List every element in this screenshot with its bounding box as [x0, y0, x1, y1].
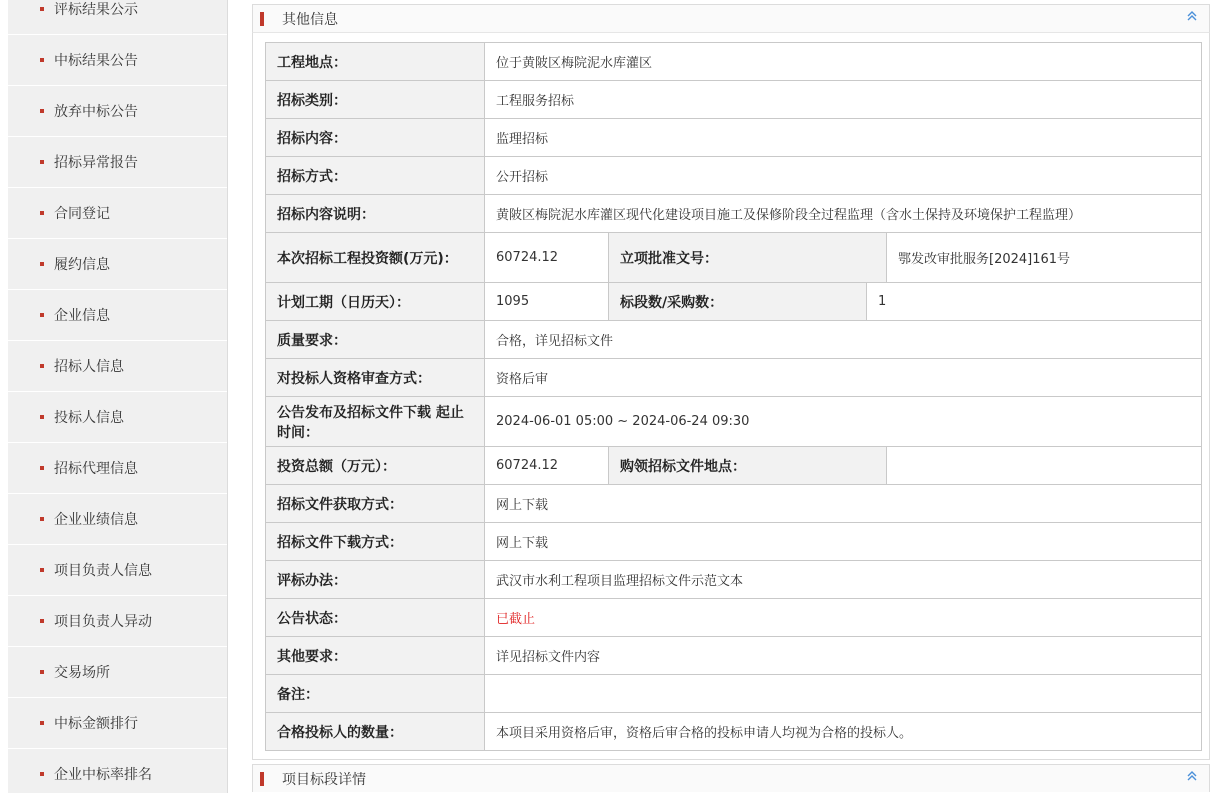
table-row [266, 561, 1202, 599]
field-value: 位于黄陂区梅院泥水库灌区 [485, 43, 1202, 81]
table-row [266, 675, 1202, 713]
sidebar-item-label: 履约信息 [54, 257, 110, 273]
field-value: 2024-06-01 05:00 ~ 2024-06-24 09:30 [485, 397, 1202, 447]
field-label: 招标文件获取方式： [266, 485, 485, 523]
bullet-icon [40, 619, 44, 623]
field-label: 标段数/采购数： [609, 283, 867, 321]
bullet-icon [40, 517, 44, 521]
field-value: 60724.12 [485, 447, 609, 485]
table-row [266, 233, 1202, 283]
table-row [266, 43, 1202, 81]
table-row [266, 359, 1202, 397]
table-row [266, 523, 1202, 561]
field-value: 网上下载 [485, 523, 1202, 561]
segment-details-panel [252, 764, 1210, 792]
sidebar-item-company-achievements[interactable] [8, 494, 227, 545]
status-value: 已截止 [485, 599, 1202, 637]
sidebar-item-bidder-info[interactable] [8, 392, 227, 443]
sidebar-item-label: 企业业绩信息 [54, 512, 138, 528]
other-info-header [252, 4, 1210, 32]
sidebar-item-bid-evaluation-publicity[interactable] [8, 0, 227, 35]
sidebar-item-label: 项目负责人信息 [54, 563, 152, 579]
field-value: 60724.12 [485, 233, 609, 283]
field-value: 工程服务招标 [485, 81, 1202, 119]
field-value: 鄂发改审批服务[2024]161号 [887, 233, 1202, 283]
sidebar-item-label: 企业中标率排名 [54, 767, 152, 783]
bullet-icon [40, 772, 44, 776]
sidebar-item-award-rate-ranking[interactable] [8, 749, 227, 793]
field-label: 合格投标人的数量： [266, 713, 485, 751]
sidebar-item-contract-registration[interactable] [8, 188, 227, 239]
field-value: 资格后审 [485, 359, 1202, 397]
bullet-icon [40, 568, 44, 572]
table-row [266, 485, 1202, 523]
field-value: 武汉市水利工程项目监理招标文件示范文本 [485, 561, 1202, 599]
field-value: 合格，详见招标文件 [485, 321, 1202, 359]
field-label: 招标类别： [266, 81, 485, 119]
bullet-icon [40, 466, 44, 470]
sidebar-item-label: 中标金额排行 [54, 716, 138, 732]
section-marker [260, 772, 264, 786]
bullet-icon [40, 670, 44, 674]
field-value: 详见招标文件内容 [485, 637, 1202, 675]
field-label: 评标办法： [266, 561, 485, 599]
bullet-icon [40, 211, 44, 215]
sidebar-item-company-info[interactable] [8, 290, 227, 341]
other-info-body [252, 32, 1210, 760]
info-table [265, 42, 1202, 751]
field-label: 购领招标文件地点： [609, 447, 887, 485]
table-row [266, 283, 1202, 321]
sidebar-item-performance-info[interactable] [8, 239, 227, 290]
field-label: 招标文件下载方式： [266, 523, 485, 561]
sidebar-item-label: 招标代理信息 [54, 461, 138, 477]
bullet-icon [40, 7, 44, 11]
sidebar-item-project-leader-info[interactable] [8, 545, 227, 596]
field-value [887, 447, 1202, 485]
field-value: 1095 [485, 283, 609, 321]
double-chevron-up-icon[interactable] [1185, 11, 1199, 25]
sidebar-item-project-leader-change[interactable] [8, 596, 227, 647]
field-value: 公开招标 [485, 157, 1202, 195]
sidebar-item-agency-info[interactable] [8, 443, 227, 494]
sidebar-item-trading-venue[interactable] [8, 647, 227, 698]
bullet-icon [40, 109, 44, 113]
table-row [266, 397, 1202, 447]
sidebar-item-label: 合同登记 [54, 206, 110, 222]
sidebar-item-tenderer-info[interactable] [8, 341, 227, 392]
field-value: 网上下载 [485, 485, 1202, 523]
field-value: 监理招标 [485, 119, 1202, 157]
sidebar-item-label: 交易场所 [54, 665, 110, 681]
table-row [266, 599, 1202, 637]
bullet-icon [40, 721, 44, 725]
field-label: 工程地点： [266, 43, 485, 81]
section-title: 其他信息 [282, 11, 338, 28]
sidebar-item-label: 招标异常报告 [54, 155, 138, 171]
table-row [266, 447, 1202, 485]
sidebar-item-label: 企业信息 [54, 308, 110, 324]
field-value: 1 [867, 283, 1202, 321]
section-title: 项目标段详情 [282, 771, 366, 788]
field-value: 黄陂区梅院泥水库灌区现代化建设项目施工及保修阶段全过程监理（含水土保持及环境保护工程监理） [485, 195, 1202, 233]
table-row [266, 713, 1202, 751]
field-label: 质量要求： [266, 321, 485, 359]
sidebar-nav [8, 0, 228, 793]
field-label: 其他要求： [266, 637, 485, 675]
bullet-icon [40, 58, 44, 62]
bullet-icon [40, 160, 44, 164]
sidebar-item-label: 投标人信息 [54, 410, 124, 426]
section-marker [260, 12, 264, 26]
sidebar-item-award-amount-ranking[interactable] [8, 698, 227, 749]
field-label: 立项批准文号： [609, 233, 887, 283]
field-label: 招标方式： [266, 157, 485, 195]
table-row [266, 321, 1202, 359]
field-value: 本项目采用资格后审，资格后审合格的投标申请人均视为合格的投标人。 [485, 713, 1202, 751]
field-label: 计划工期（日历天）： [266, 283, 485, 321]
bullet-icon [40, 364, 44, 368]
table-row [266, 81, 1202, 119]
field-value [485, 675, 1202, 713]
bullet-icon [40, 313, 44, 317]
field-label: 公告发布及招标文件下载 起止时间： [266, 397, 485, 447]
field-label: 投资总额（万元）： [266, 447, 485, 485]
other-info-panel [252, 4, 1210, 760]
sidebar-item-award-abandon[interactable] [8, 86, 227, 137]
table-row [266, 195, 1202, 233]
sidebar-item-label: 招标人信息 [54, 359, 124, 375]
field-label: 对投标人资格审查方式： [266, 359, 485, 397]
sidebar-item-award-announcement[interactable] [8, 35, 227, 86]
field-label: 本次招标工程投资额(万元)： [266, 233, 485, 283]
field-label: 备注： [266, 675, 485, 713]
sidebar-item-label: 中标结果公告 [54, 53, 138, 69]
table-row [266, 119, 1202, 157]
sidebar-item-bid-anomaly-report[interactable] [8, 137, 227, 188]
segment-details-header [252, 764, 1210, 792]
sidebar-item-label: 项目负责人异动 [54, 614, 152, 630]
sidebar-item-label: 评标结果公示 [54, 2, 138, 18]
bullet-icon [40, 262, 44, 266]
sidebar-item-label: 放弃中标公告 [54, 104, 138, 120]
table-row [266, 157, 1202, 195]
field-label: 招标内容说明： [266, 195, 485, 233]
field-label: 招标内容： [266, 119, 485, 157]
double-chevron-up-icon[interactable] [1185, 771, 1199, 785]
table-row [266, 637, 1202, 675]
bullet-icon [40, 415, 44, 419]
field-label: 公告状态： [266, 599, 485, 637]
